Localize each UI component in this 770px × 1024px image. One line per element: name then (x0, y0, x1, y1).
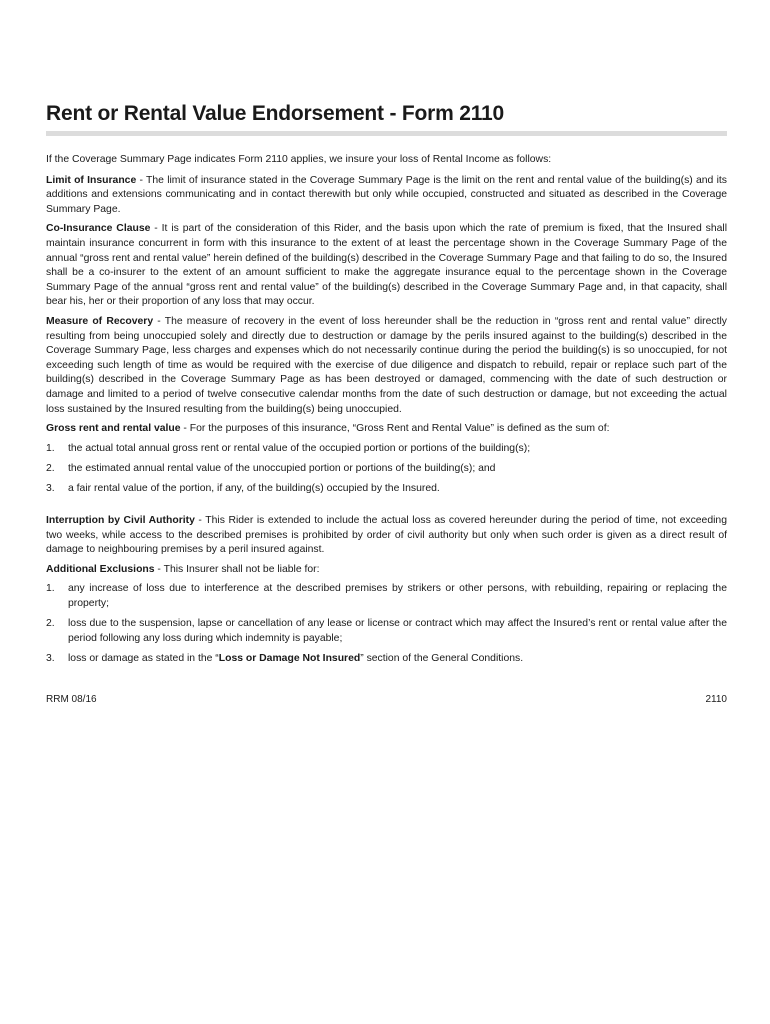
co-insurance-paragraph (46, 222, 727, 310)
additional-exclusions-heading: Additional Exclusions (46, 563, 155, 575)
limit-of-insurance-heading: Limit of Insurance (46, 174, 137, 186)
civil-authority-text: - This Rider is extended to include the actual loss as covered hereunder during the period of time, not exceeding two weeks, while access to the described premises is prohibited by order of civil authority but only when such order is given as a direct result of damage to neighbouring premises by a peril insured against. (46, 514, 727, 556)
list-item (46, 617, 727, 646)
co-insurance-heading: Co-Insurance Clause (46, 223, 151, 235)
list-item-text: a fair rental value of the portion, if any, of the building(s) occupied by the Insured. (68, 482, 440, 494)
list-item-number: 3. (46, 652, 55, 664)
list-item-number: 1. (46, 583, 55, 595)
list-item-text (68, 652, 727, 667)
loss-or-damage-not-insured-reference: Loss or Damage Not Insured (218, 652, 361, 664)
list-item-text: the actual total annual gross rent or rental value of the occupied portion or portions of the building(s); (68, 442, 531, 454)
list-item-text-before: loss or damage as stated in the “ (68, 652, 219, 664)
measure-of-recovery-heading: Measure of Recovery (46, 315, 154, 327)
additional-exclusions-text: - This Insurer shall not be liable for: (154, 563, 320, 575)
footer-form-number: 2110 (705, 694, 727, 705)
list-item-text: the estimated annual rental value of the unoccupied portion or portions of the building(s); and (68, 462, 496, 474)
list-item-text-after: ” section of the General Conditions. (360, 652, 524, 664)
list-item-number: 2. (46, 618, 55, 630)
list-item (46, 652, 727, 667)
list-item-number: 1. (46, 442, 55, 454)
civil-authority-heading: Interruption by Civil Authority (46, 514, 195, 526)
page-title: Rent or Rental Value Endorsement - Form 2110 (46, 102, 504, 125)
gross-rent-text: - For the purposes of this insurance, “Gross Rent and Rental Value” is defined as the sum of: (180, 423, 610, 435)
section-spacer (46, 502, 727, 514)
list-item (46, 582, 727, 611)
civil-authority-paragraph (46, 514, 727, 558)
page-footer (46, 693, 727, 707)
limit-of-insurance-text: - The limit of insurance stated in the Coverage Summary Page is the limit on the rent and rental value of the building(s) and its additions and extensions communicating and in contact therewith but only while occupied, constructed and situated as described in the Coverage Summary Page. (46, 174, 727, 215)
list-item (46, 482, 727, 497)
gross-rent-heading: Gross rent and rental value (46, 423, 181, 435)
list-item-number: 3. (46, 482, 55, 494)
exclusions-list (46, 582, 727, 666)
co-insurance-text: - It is part of the consideration of this Rider, and the basis upon which the rate of premium is fixed, that the Insured shall maintain insurance concurrent in form with this insurance to the extent of at least the percentage shown in the Coverage Summary Page of the annual “gross rent and rental value” herein defined of the building(s) described in the Coverage Summary Page and that failing to do so, the Insured shall be a co-insurer to the extent of an amount sufficient to make the aggregate insurance equal to the percentage shown in the Coverage Summary Page of the annual “gross rent and rental value” of the building(s) described in the Coverage Summary Page and, in that capacity, shall bear his, her or their proportion of any loss that may occur. (46, 223, 728, 308)
footer-form-code: RRM 08/16 (46, 694, 97, 705)
document-page (46, 100, 727, 672)
limit-of-insurance-paragraph (46, 174, 727, 218)
list-item (46, 462, 727, 477)
gross-rent-paragraph (46, 422, 727, 437)
measure-of-recovery-text: - The measure of recovery in the event of loss hereunder shall be the reduction in “gross rent and rental value” directly resulting from being unoccupied solely and directly due to destruction or damage by the perils insured against to the building(s) described in the Coverage Summary Page, less charges and expenses which do not necessarily continue during the period the building(s) is so unoccupied, for not exceeding such length of time as would be required with the exercise of due diligence and dispatch to rebuild, repair or replace such part of the building(s) described in the Coverage Summary Page as has been destroyed or damaged, commencing with the date of such destruction or damage and limited to a period of twelve consecutive calendar months from the date of such destruction or damage, but not exceeding the actual loss sustained by the Insured resulting from the building(s) being unoccupied. (46, 315, 728, 415)
list-item-text: loss due to the suspension, lapse or cancellation of any lease or license or contract which may affect the Insured’s rent or rental value after the period following any loss during which indemnity is payable; (68, 618, 727, 644)
measure-of-recovery-paragraph (46, 315, 727, 417)
gross-rent-list (46, 442, 727, 497)
title-divider (46, 131, 727, 136)
list-item (46, 442, 727, 457)
list-item-text: any increase of loss due to interference at the described premises by strikers or other persons, with rebuilding, repairing or replacing the property; (68, 583, 727, 609)
additional-exclusions-paragraph (46, 563, 727, 578)
intro-paragraph: If the Coverage Summary Page indicates Form 2110 applies, we insure your loss of Rental Income as follows: (46, 154, 552, 165)
list-item-number: 2. (46, 462, 55, 474)
